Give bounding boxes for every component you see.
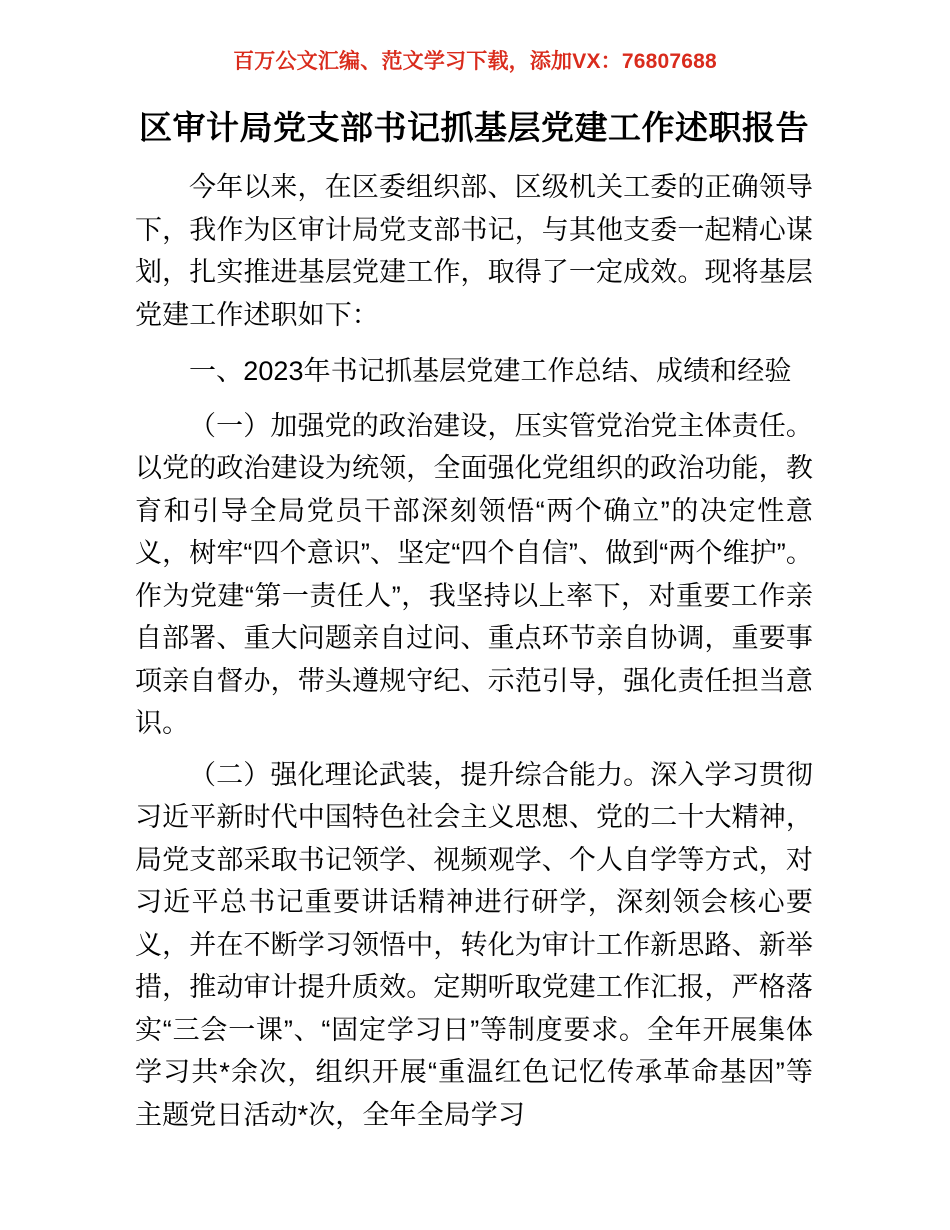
document-body bbox=[135, 104, 813, 1136]
paragraph-intro: 今年以来，在区委组织部、区级机关工委的正确领导下，我作为区审计局党支部书记，与其他支委一起精心谋划，扎实推进基层党建工作，取得了一定成效。现将基层党建工作述职如下： bbox=[135, 172, 813, 330]
promo-banner-text: 百万公文汇编、范文学习下载，添加VX：76807688 bbox=[233, 50, 717, 73]
page-title: 区审计局党支部书记抓基层党建工作述职报告 bbox=[139, 109, 809, 146]
section-heading-one: 一、2023年书记抓基层党建工作总结、成绩和经验 bbox=[189, 356, 792, 386]
paragraph-item-two: （二）强化理论武装，提升综合能力。深入学习贯彻习近平新时代中国特色社会主义思想、党的二十大精神，局党支部采取书记领学、视频观学、个人自学等方式，对习近平总书记重要讲话精神进行研学，深刻领会核心要义，并在不断学习领悟中，转化为审计工作新思路、新举措，推动审计提升质效。定期听取党建工作汇报，严格落实“三会一课”、“固定学习日”等制度要求。全年开展集体学习共*余次，组织开展“重温红色记忆传承革命基因”等主题党日活动*次，全年全局学习 bbox=[135, 759, 813, 1130]
paragraph-item-one: （一）加强党的政治建设，压实管党治党主体责任。以党的政治建设为统领，全面强化党组织的政治功能，教育和引导全局党员干部深刻领悟“两个确立”的决定性意义，树牢“四个意识”、坚定“四个自信”、做到“两个维护”。作为党建“第一责任人”，我坚持以上率下，对重要工作亲自部署、重大问题亲自过问、重点环节亲自协调，重要事项亲自督办，带头遵规守纪、示范引导，强化责任担当意识。 bbox=[135, 410, 813, 738]
